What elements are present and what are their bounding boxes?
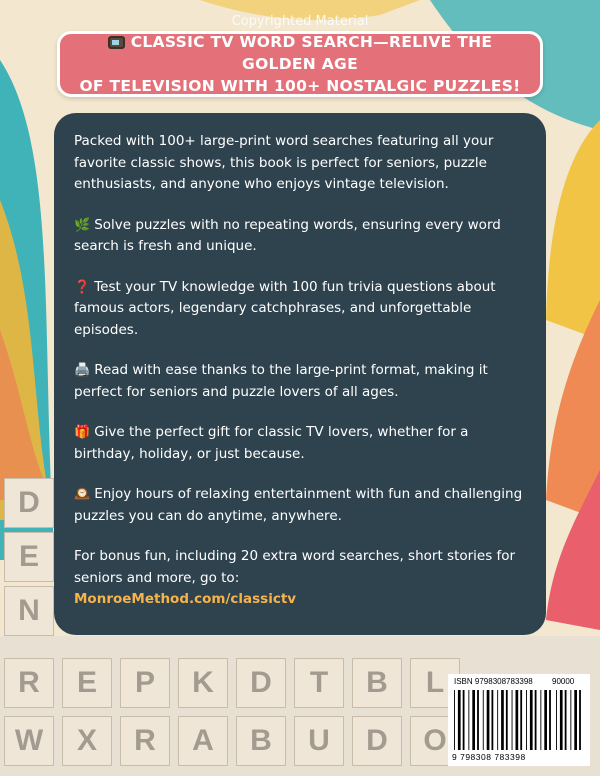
bonus-paragraph bbox=[74, 546, 526, 611]
tile-row-r-5: T bbox=[294, 658, 344, 708]
title-banner bbox=[57, 31, 543, 97]
barcode-bar bbox=[497, 690, 498, 750]
barcode-bar bbox=[458, 690, 461, 750]
gift-icon: 🎁 bbox=[74, 425, 91, 440]
question-icon: ❓ bbox=[74, 279, 91, 295]
barcode-bar bbox=[570, 690, 571, 750]
bonus-link[interactable]: MonroeMethod.com/classictv bbox=[74, 591, 297, 607]
barcode-bar bbox=[468, 690, 469, 750]
barcode-bar bbox=[560, 690, 563, 750]
barcode-bar bbox=[574, 690, 577, 750]
barcode-bar bbox=[506, 690, 508, 750]
isbn-label: ISBN 9798308783398 bbox=[454, 677, 533, 686]
barcode-bars bbox=[454, 690, 552, 750]
tile-row-r-0: R bbox=[4, 658, 54, 708]
barcode-bar bbox=[526, 690, 527, 750]
tile-row-r-3: K bbox=[178, 658, 228, 708]
isbn-addon-number: 90000 bbox=[552, 677, 575, 686]
banner-text bbox=[70, 31, 530, 97]
tile-row-w-1: X bbox=[62, 716, 112, 766]
bullet-text: Give the perfect gift for classic TV lovers, whether for a birthday, holiday, or just because. bbox=[74, 424, 469, 462]
bullet-large-print bbox=[74, 360, 526, 403]
banner-line-1: CLASSIC TV WORD SEARCH—RELIVE THE GOLDEN AGE bbox=[130, 33, 493, 73]
copyright-watermark: Copyrighted Material bbox=[231, 14, 369, 29]
barcode-bar bbox=[512, 690, 513, 750]
barcode-bar bbox=[492, 690, 494, 750]
tv-icon bbox=[108, 36, 125, 49]
barcode-bar bbox=[530, 690, 533, 750]
bullet-text: Read with ease thanks to the large-print format, making it perfect for seniors and puzzle lovers of all ages. bbox=[74, 362, 488, 400]
barcode-bar bbox=[463, 690, 465, 750]
bullet-gift bbox=[74, 422, 526, 465]
bonus-text: For bonus fun, including 20 extra word searches, short stories for seniors and more, go to: bbox=[74, 548, 516, 586]
barcode-bar bbox=[454, 690, 455, 750]
tile-row-w-2: R bbox=[120, 716, 170, 766]
clock-icon: 🕰️ bbox=[74, 487, 91, 502]
barcode-bar bbox=[477, 690, 479, 750]
leaf-icon: 🌿 bbox=[74, 217, 91, 233]
isbn-digits: 9 798308 783398 bbox=[452, 752, 526, 762]
barcode-bar bbox=[487, 690, 490, 750]
barcode-bar bbox=[549, 690, 551, 750]
bullet-trivia bbox=[74, 277, 526, 342]
bullet-solve bbox=[74, 215, 526, 258]
barcode-addon-bars bbox=[556, 690, 584, 750]
tile-row-w-5: U bbox=[294, 716, 344, 766]
barcode-bar bbox=[483, 690, 484, 750]
bullet-text: Solve puzzles with no repeating words, ensuring every word search is fresh and unique. bbox=[74, 216, 501, 254]
bullet-text: Test your TV knowledge with 100 fun trivia questions about famous actors, legendary catchphrases, and unforgettable episodes. bbox=[74, 278, 496, 338]
printer-icon: 🖨️ bbox=[74, 363, 91, 378]
tile-left-1: E bbox=[4, 532, 54, 582]
tile-row-w-6: D bbox=[352, 716, 402, 766]
tile-left-2: N bbox=[4, 586, 54, 636]
barcode-bar bbox=[535, 690, 537, 750]
tile-left-0: D bbox=[4, 478, 54, 528]
tile-row-w-0: W bbox=[4, 716, 54, 766]
barcode-bar bbox=[472, 690, 475, 750]
tile-row-r-1: E bbox=[62, 658, 112, 708]
barcode-bar bbox=[556, 690, 557, 750]
barcode-bar bbox=[565, 690, 567, 750]
banner-line-2: OF TELEVISION WITH 100+ NOSTALGIC PUZZLES! bbox=[79, 77, 521, 95]
tile-row-r-2: P bbox=[120, 658, 170, 708]
tile-row-w-4: B bbox=[236, 716, 286, 766]
barcode-bar bbox=[520, 690, 522, 750]
barcode-bar bbox=[501, 690, 504, 750]
description-panel bbox=[54, 113, 546, 635]
barcode-bar bbox=[516, 690, 519, 750]
barcode-bar bbox=[540, 690, 541, 750]
tile-row-w-7: O bbox=[410, 716, 460, 766]
intro-paragraph: Packed with 100+ large-print word searches featuring all your favorite classic shows, this book is perfect for seniors, puzzle enthusiasts, and anyone who enjoys vintage television. bbox=[74, 133, 494, 192]
barcode-bar bbox=[544, 690, 547, 750]
bullet-text: Enjoy hours of relaxing entertainment with fun and challenging puzzles you can do anytime, anywhere. bbox=[74, 486, 523, 524]
barcode-bar bbox=[579, 690, 581, 750]
isbn-barcode bbox=[448, 674, 590, 766]
tile-row-r-6: B bbox=[352, 658, 402, 708]
tile-row-r-4: D bbox=[236, 658, 286, 708]
tile-row-r-7: L bbox=[410, 658, 460, 708]
tile-row-w-3: A bbox=[178, 716, 228, 766]
bullet-entertainment bbox=[74, 484, 526, 527]
